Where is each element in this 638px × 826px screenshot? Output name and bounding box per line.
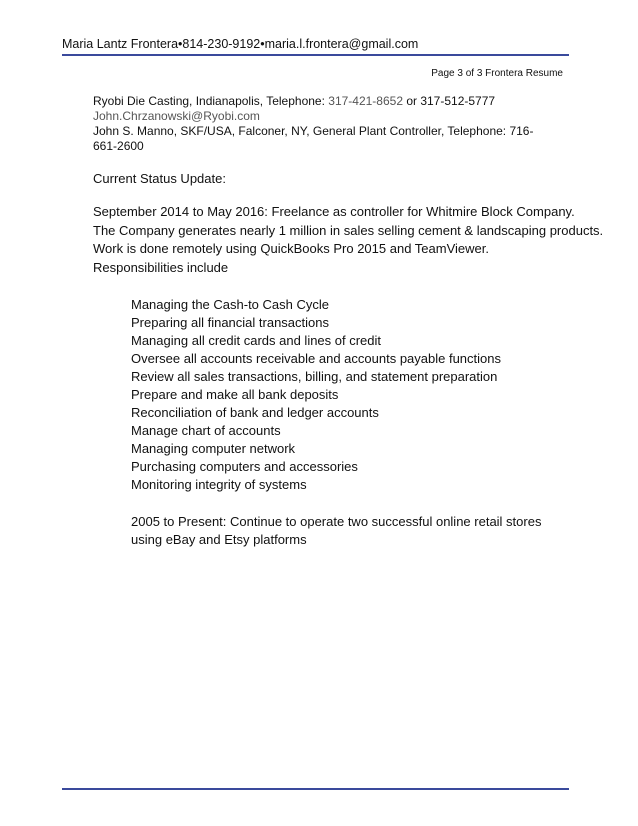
reference-ryobi-phone-alt: or 317-512-5777 (403, 94, 496, 108)
responsibility-item: Manage chart of accounts (131, 423, 281, 438)
responsibility-item: Managing computer network (131, 441, 296, 456)
status-heading: Current Status Update: (93, 171, 226, 186)
responsibility-item: Oversee all accounts receivable and accounts payable functions (131, 351, 501, 366)
reference-ryobi-email: John.Chrzanowski@Ryobi.com (93, 109, 260, 123)
reference-ryobi-phone: 317-421-8652 (328, 94, 403, 108)
responsibility-item: Preparing all financial transactions (131, 315, 329, 330)
reference-ryobi (93, 94, 553, 124)
responsibility-item: Managing the Cash-to Cash Cycle (131, 297, 329, 312)
responsibility-item: Prepare and make all bank deposits (131, 387, 339, 402)
responsibility-item: Monitoring integrity of systems (131, 477, 307, 492)
summary-line: Work is done remotely using QuickBooks Pro 2015 and TeamViewer. (93, 241, 489, 256)
reference-skf: John S. Manno, SKF/USA, Falconer, NY, General Plant Controller, Telephone: 716-661-2600 (93, 124, 534, 153)
retail-stores-note (131, 513, 541, 549)
summary-line: Responsibilities include (93, 259, 229, 275)
status-summary (93, 203, 613, 277)
page-number: Page 3 of 3 Frontera Resume (431, 68, 563, 79)
summary-line: The Company generates nearly 1 million in sales selling cement & landscaping products. (93, 222, 604, 238)
reference-ryobi-company: Ryobi Die Casting, Indianapolis, Telephone: (93, 94, 329, 108)
header-divider (62, 54, 569, 56)
responsibility-item: Review all sales transactions, billing, and statement preparation (131, 369, 498, 384)
retail-line: using eBay and Etsy platforms (131, 532, 307, 547)
responsibility-item: Managing all credit cards and lines of credit (131, 333, 382, 348)
responsibilities-list (131, 296, 501, 494)
retail-line: 2005 to Present: Continue to operate two successful online retail stores (131, 514, 542, 529)
responsibility-item: Purchasing computers and accessories (131, 459, 358, 474)
summary-line: September 2014 to May 2016: Freelance as controller for Whitmire Block Company. (93, 204, 575, 219)
footer-divider (62, 788, 569, 790)
responsibility-item: Reconciliation of bank and ledger accounts (131, 405, 379, 420)
resume-header-contact: Maria Lantz Frontera•814-230-9192•maria.l.frontera@gmail.com (62, 37, 419, 51)
